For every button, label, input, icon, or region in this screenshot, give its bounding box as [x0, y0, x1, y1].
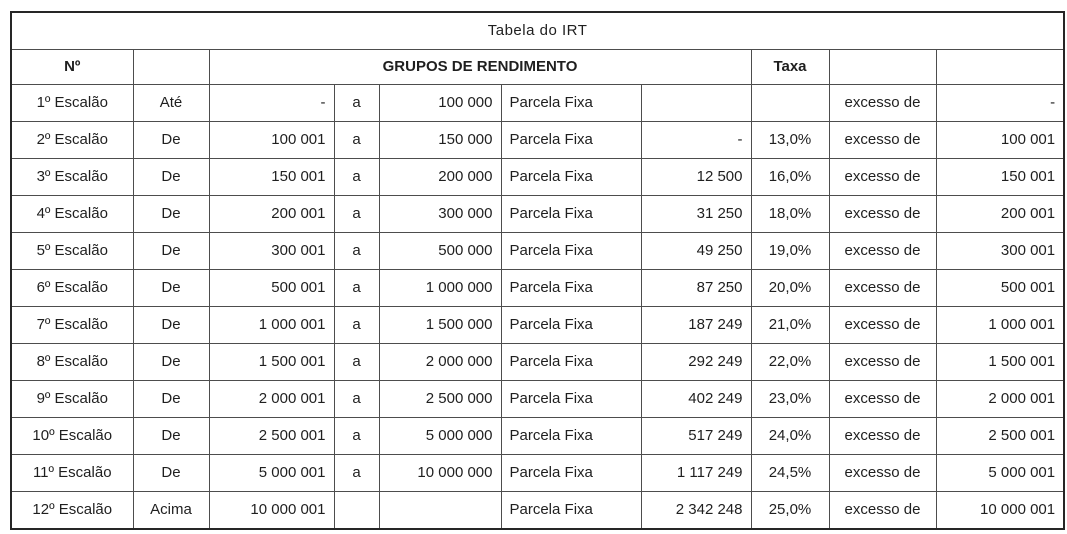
cell-upper-bound: 2 500 000 — [379, 381, 501, 418]
cell-parcela-value: 402 249 — [641, 381, 751, 418]
cell-escalao: 8º Escalão — [11, 344, 133, 381]
cell-escalao: 4º Escalão — [11, 196, 133, 233]
cell-escalao: 6º Escalão — [11, 270, 133, 307]
cell-taxa-value: 19,0% — [751, 233, 829, 270]
cell-upper-bound — [379, 492, 501, 530]
cell-parcela-value: 49 250 — [641, 233, 751, 270]
table-row — [11, 159, 1064, 196]
table-row — [11, 85, 1064, 122]
cell-range-type: De — [133, 344, 209, 381]
cell-excesso-value: 300 001 — [936, 233, 1064, 270]
table-row — [11, 196, 1064, 233]
table-row — [11, 344, 1064, 381]
cell-taxa-value: 22,0% — [751, 344, 829, 381]
cell-excesso-label: excesso de — [829, 233, 936, 270]
cell-excesso-value: 5 000 001 — [936, 455, 1064, 492]
cell-conjunction: a — [334, 344, 379, 381]
cell-lower-bound: 2 000 001 — [209, 381, 334, 418]
cell-conjunction: a — [334, 270, 379, 307]
cell-conjunction: a — [334, 418, 379, 455]
cell-upper-bound: 1 500 000 — [379, 307, 501, 344]
cell-parcela-value: 187 249 — [641, 307, 751, 344]
cell-taxa-value: 18,0% — [751, 196, 829, 233]
cell-upper-bound: 100 000 — [379, 85, 501, 122]
cell-lower-bound: 10 000 001 — [209, 492, 334, 530]
cell-excesso-label: excesso de — [829, 418, 936, 455]
cell-parcela-label: Parcela Fixa — [501, 85, 641, 122]
cell-lower-bound: 100 001 — [209, 122, 334, 159]
cell-taxa-value: 24,0% — [751, 418, 829, 455]
cell-excesso-label: excesso de — [829, 381, 936, 418]
cell-excesso-value: 500 001 — [936, 270, 1064, 307]
cell-lower-bound: 500 001 — [209, 270, 334, 307]
cell-parcela-value: - — [641, 122, 751, 159]
cell-parcela-label: Parcela Fixa — [501, 122, 641, 159]
cell-escalao: 2º Escalão — [11, 122, 133, 159]
cell-excesso-label: excesso de — [829, 455, 936, 492]
cell-conjunction: a — [334, 85, 379, 122]
cell-upper-bound: 5 000 000 — [379, 418, 501, 455]
cell-upper-bound: 300 000 — [379, 196, 501, 233]
cell-range-type: De — [133, 233, 209, 270]
table-row — [11, 492, 1064, 530]
cell-range-type: De — [133, 270, 209, 307]
cell-excesso-label: excesso de — [829, 159, 936, 196]
cell-parcela-value: 12 500 — [641, 159, 751, 196]
cell-taxa-value: 24,5% — [751, 455, 829, 492]
cell-upper-bound: 1 000 000 — [379, 270, 501, 307]
cell-taxa-value: 16,0% — [751, 159, 829, 196]
cell-parcela-label: Parcela Fixa — [501, 455, 641, 492]
cell-escalao: 1º Escalão — [11, 85, 133, 122]
cell-parcela-label: Parcela Fixa — [501, 418, 641, 455]
cell-escalao: 11º Escalão — [11, 455, 133, 492]
cell-excesso-value: 2 500 001 — [936, 418, 1064, 455]
header-grupos: GRUPOS DE RENDIMENTO — [209, 50, 751, 85]
table-row — [11, 122, 1064, 159]
cell-parcela-label: Parcela Fixa — [501, 233, 641, 270]
header-empty-3 — [936, 50, 1064, 85]
cell-upper-bound: 500 000 — [379, 233, 501, 270]
cell-lower-bound: - — [209, 85, 334, 122]
cell-conjunction: a — [334, 307, 379, 344]
cell-escalao: 5º Escalão — [11, 233, 133, 270]
cell-lower-bound: 1 500 001 — [209, 344, 334, 381]
cell-range-type: De — [133, 381, 209, 418]
cell-upper-bound: 150 000 — [379, 122, 501, 159]
header-empty-1 — [133, 50, 209, 85]
cell-lower-bound: 2 500 001 — [209, 418, 334, 455]
cell-conjunction: a — [334, 233, 379, 270]
cell-range-type: De — [133, 418, 209, 455]
cell-conjunction: a — [334, 196, 379, 233]
cell-excesso-label: excesso de — [829, 307, 936, 344]
irt-table — [10, 11, 1065, 530]
header-taxa: Taxa — [751, 50, 829, 85]
cell-range-type: De — [133, 122, 209, 159]
cell-excesso-label: excesso de — [829, 122, 936, 159]
cell-upper-bound: 200 000 — [379, 159, 501, 196]
cell-conjunction: a — [334, 122, 379, 159]
table-row — [11, 270, 1064, 307]
cell-parcela-label: Parcela Fixa — [501, 492, 641, 530]
cell-parcela-label: Parcela Fixa — [501, 381, 641, 418]
cell-taxa-value — [751, 85, 829, 122]
cell-conjunction: a — [334, 381, 379, 418]
cell-parcela-label: Parcela Fixa — [501, 270, 641, 307]
title-row — [11, 12, 1064, 50]
cell-excesso-label: excesso de — [829, 85, 936, 122]
cell-lower-bound: 300 001 — [209, 233, 334, 270]
table-row — [11, 381, 1064, 418]
cell-excesso-value: 100 001 — [936, 122, 1064, 159]
cell-range-type: De — [133, 455, 209, 492]
cell-escalao: 12º Escalão — [11, 492, 133, 530]
cell-excesso-value: 10 000 001 — [936, 492, 1064, 530]
cell-taxa-value: 21,0% — [751, 307, 829, 344]
cell-parcela-value — [641, 85, 751, 122]
cell-excesso-value: - — [936, 85, 1064, 122]
table-row — [11, 307, 1064, 344]
cell-escalao: 7º Escalão — [11, 307, 133, 344]
cell-range-type: De — [133, 159, 209, 196]
page-title: Tabela do IRT — [11, 12, 1064, 50]
cell-excesso-value: 200 001 — [936, 196, 1064, 233]
cell-range-type: Acima — [133, 492, 209, 530]
cell-parcela-value: 517 249 — [641, 418, 751, 455]
header-no: Nº — [11, 50, 133, 85]
cell-conjunction: a — [334, 159, 379, 196]
table-row — [11, 233, 1064, 270]
cell-range-type: De — [133, 307, 209, 344]
table-row — [11, 455, 1064, 492]
cell-upper-bound: 10 000 000 — [379, 455, 501, 492]
cell-excesso-value: 1 000 001 — [936, 307, 1064, 344]
cell-escalao: 10º Escalão — [11, 418, 133, 455]
cell-escalao: 9º Escalão — [11, 381, 133, 418]
cell-excesso-label: excesso de — [829, 270, 936, 307]
cell-range-type: De — [133, 196, 209, 233]
cell-upper-bound: 2 000 000 — [379, 344, 501, 381]
cell-lower-bound: 150 001 — [209, 159, 334, 196]
cell-excesso-value: 2 000 001 — [936, 381, 1064, 418]
cell-parcela-label: Parcela Fixa — [501, 344, 641, 381]
cell-parcela-value: 292 249 — [641, 344, 751, 381]
cell-parcela-value: 31 250 — [641, 196, 751, 233]
cell-range-type: Até — [133, 85, 209, 122]
cell-parcela-value: 87 250 — [641, 270, 751, 307]
cell-conjunction: a — [334, 455, 379, 492]
cell-taxa-value: 20,0% — [751, 270, 829, 307]
cell-parcela-value: 2 342 248 — [641, 492, 751, 530]
cell-excesso-value: 1 500 001 — [936, 344, 1064, 381]
cell-taxa-value: 25,0% — [751, 492, 829, 530]
cell-taxa-value: 13,0% — [751, 122, 829, 159]
cell-excesso-label: excesso de — [829, 492, 936, 530]
cell-parcela-label: Parcela Fixa — [501, 307, 641, 344]
cell-escalao: 3º Escalão — [11, 159, 133, 196]
cell-lower-bound: 200 001 — [209, 196, 334, 233]
cell-taxa-value: 23,0% — [751, 381, 829, 418]
cell-excesso-label: excesso de — [829, 344, 936, 381]
cell-excesso-value: 150 001 — [936, 159, 1064, 196]
cell-lower-bound: 5 000 001 — [209, 455, 334, 492]
header-row — [11, 50, 1064, 85]
table-row — [11, 418, 1064, 455]
cell-parcela-label: Parcela Fixa — [501, 196, 641, 233]
cell-lower-bound: 1 000 001 — [209, 307, 334, 344]
cell-conjunction — [334, 492, 379, 530]
cell-parcela-value: 1 117 249 — [641, 455, 751, 492]
cell-parcela-label: Parcela Fixa — [501, 159, 641, 196]
header-empty-2 — [829, 50, 936, 85]
cell-excesso-label: excesso de — [829, 196, 936, 233]
